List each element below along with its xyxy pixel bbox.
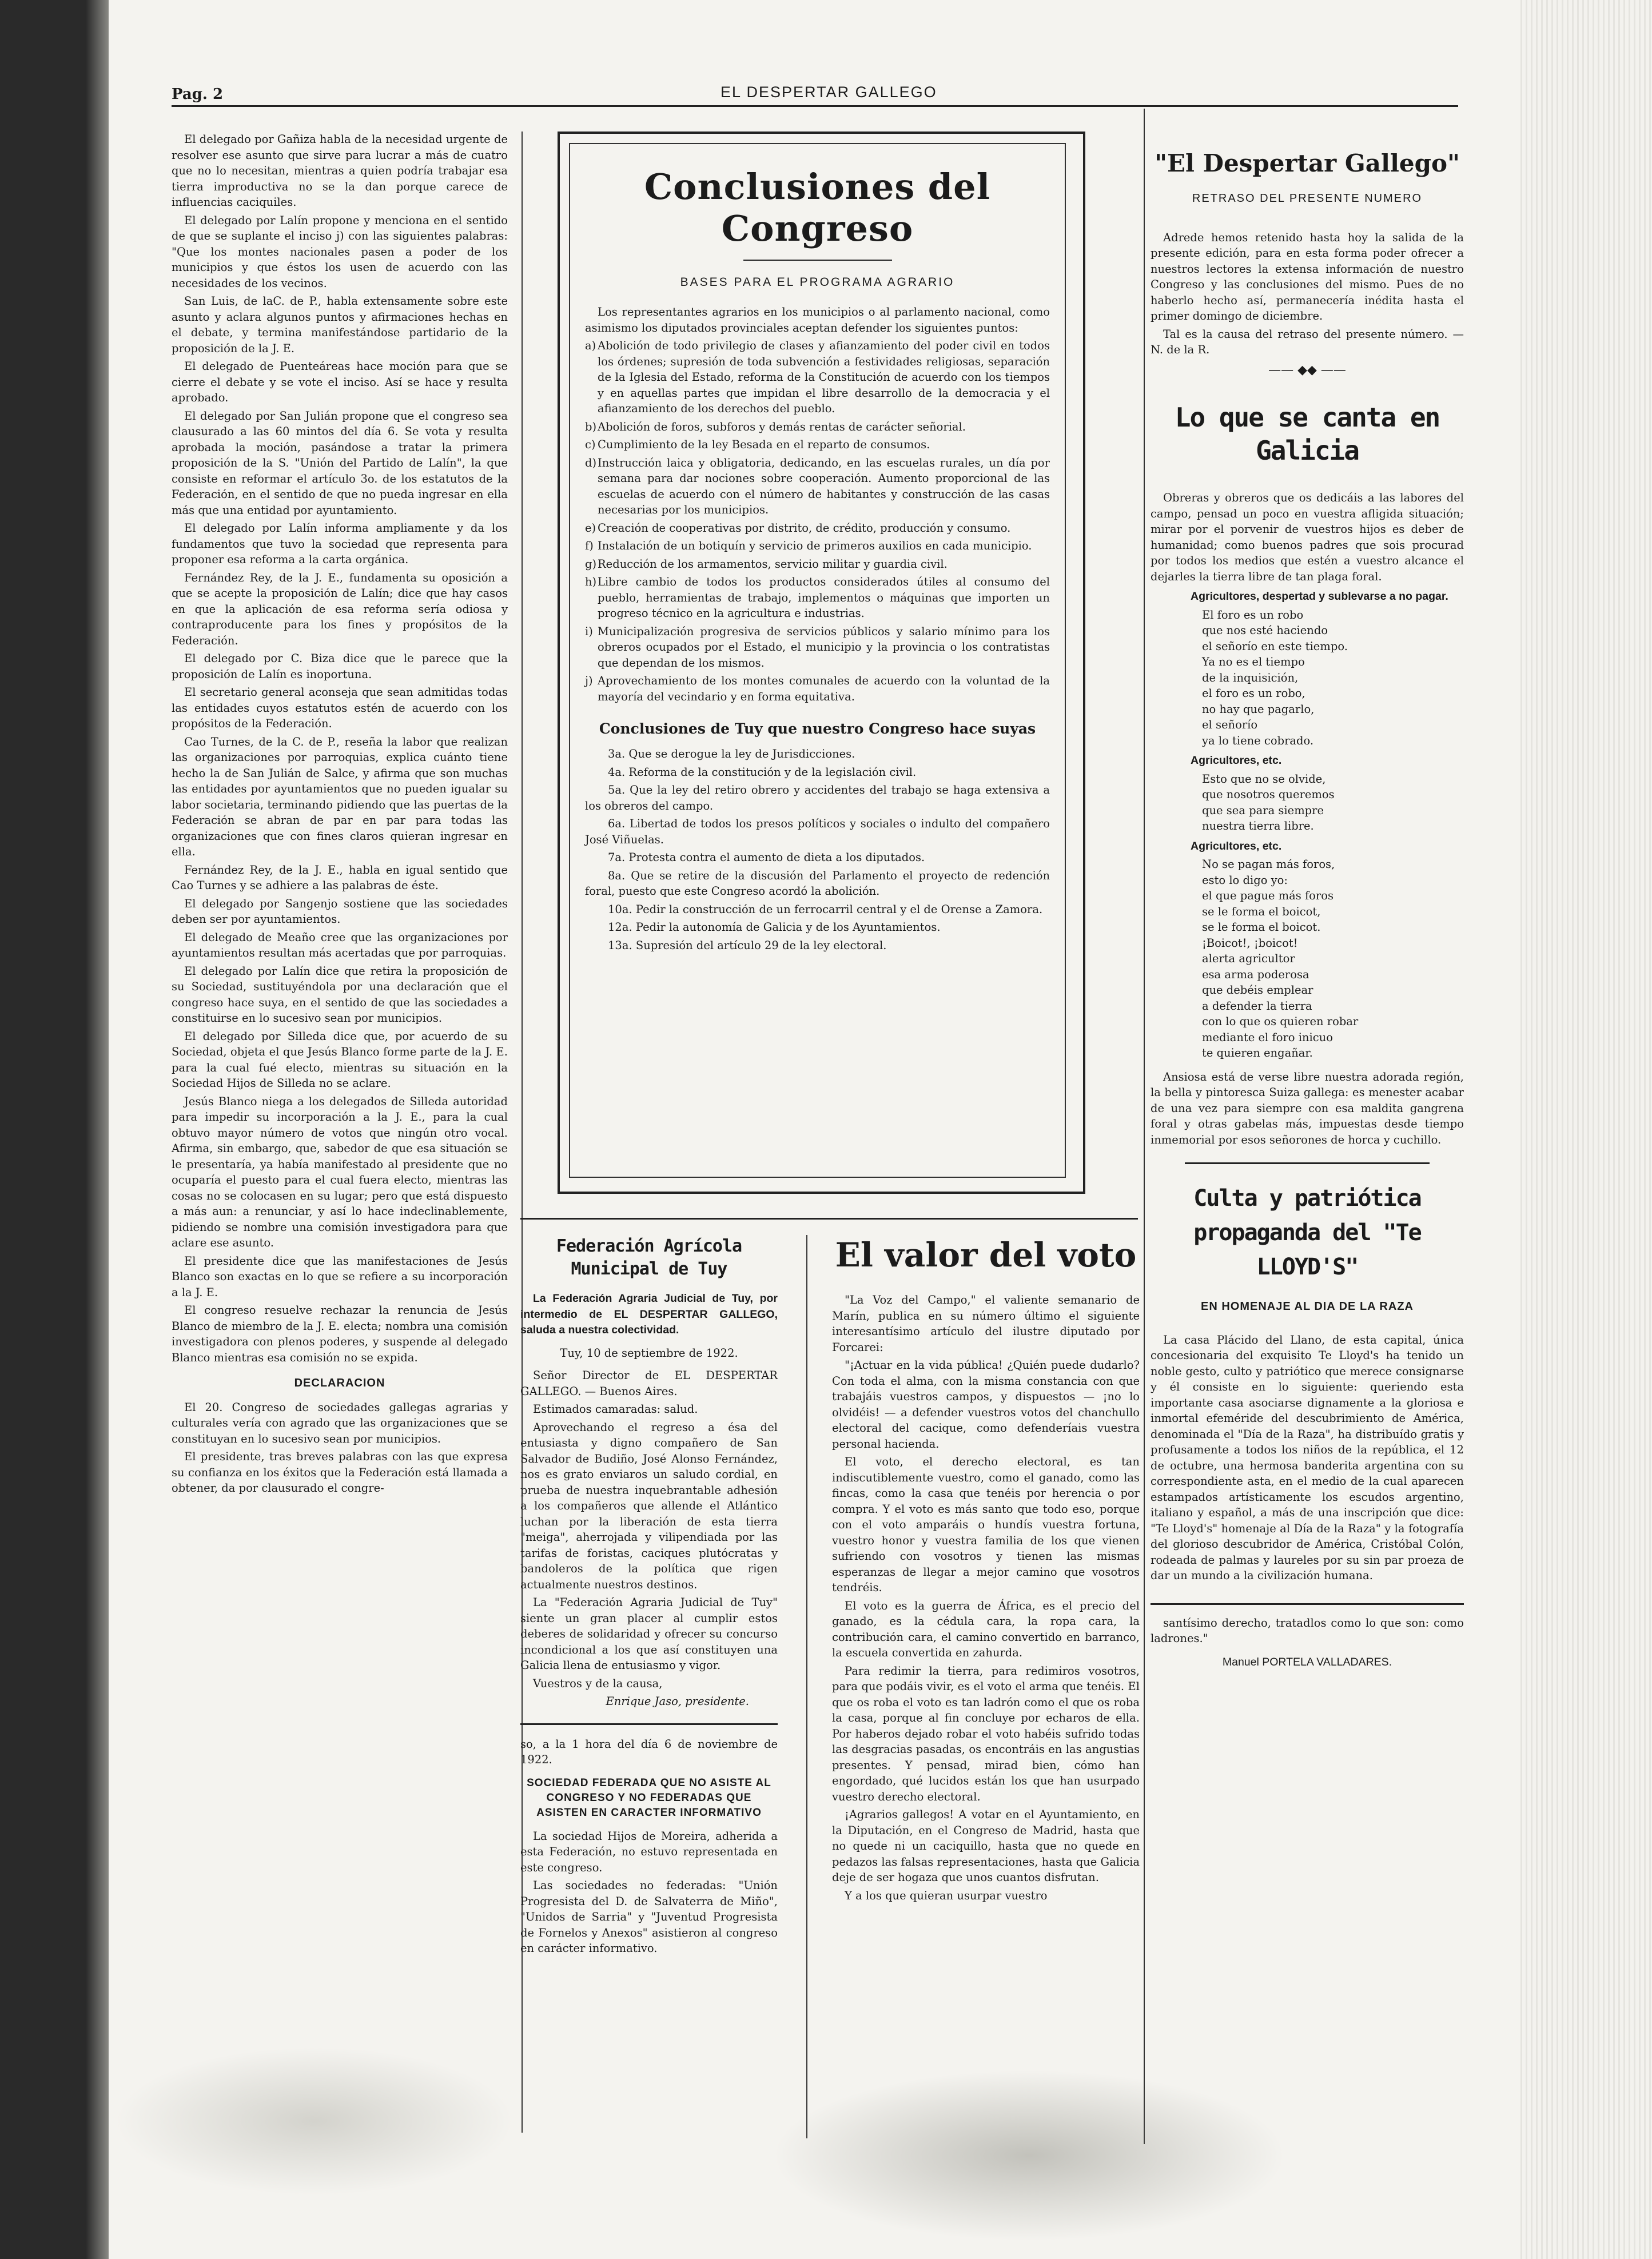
voto-paragraph: El voto es la guerra de África, es el precio del ganado, es la cédula cara, la ropa cara, la contribución cara, el camino convertido en barranco, la escuela convertida en zahurda. xyxy=(832,1599,1140,1659)
report-paragraph: El congreso resuelve rechazar la renuncia de Jesús Blanco de miembro de la J. E. electa; nombra una comisión investigadora con plenos poderes, y suspende al delegado Blanco mientras esa comisión no se expida. xyxy=(172,1304,508,1364)
declaration-paragraph: El presidente, tras breves palabras con las que expresa su confianza en los éxitos que la Federación está llamada a obtener, da por clausurado el congre- xyxy=(172,1450,508,1495)
canta-galicia-title: Lo que se canta en Galicia xyxy=(1175,402,1440,466)
voto-paragraph: Para redimir la tierra, para redimiros vosotros, para que podáis vivir, es el voto el arma que tenéis. El que os roba el voto es tan ladrón como el que os roba la casa, porque al fin concluye por echaros de ella. Por haberos dejado robar el voto habéis sufrido todas las desgracias pasadas, os encontráis en las angustias presentes. Y pensad, mirad bien, cómo han engordado, qué lucidos están los que han usurpado vuestro derecho electoral. xyxy=(832,1664,1140,1803)
tuy-conclusion-item: 4a. Reforma de la constitución y de la legislación civil. xyxy=(608,765,917,779)
declaration-heading: DECLARACION xyxy=(294,1377,385,1389)
poem-line: alerta agricultor xyxy=(1202,952,1295,965)
poem-line: el señorío en este tiempo. xyxy=(1202,639,1348,653)
conclusion-item xyxy=(585,520,1050,536)
conclusions-intro: Los representantes agrarios en los municipios o al parlamento nacional, como asimismo los diputados provinciales aceptan defender los siguientes puntos: xyxy=(585,305,1050,334)
retraso-subtitle: RETRASO DEL PRESENTE NUMERO xyxy=(1192,192,1423,205)
lloyds-title: Culta y patriótica propaganda del "Te LLOYD'S" xyxy=(1193,1185,1421,1280)
report-paragraph: Cao Turnes, de la C. de P., reseña la labor que realizan las organizaciones por parroquias, explica cuánto tiene hecho la de San Julián de Salce, y afirma que son muchas las entidades por ayuntamientos que no pueden igualar su labor societaria, terminando pidiendo que las puertas de la Federación se abran de par en par para todas las organizaciones que con fines claros quieran ingresar en ella. xyxy=(172,735,508,858)
conclusion-letter: i) xyxy=(585,624,593,638)
tuy-letter-paragraph: Vuestros y de la causa, xyxy=(533,1676,663,1690)
report-paragraph: El delegado por Lalín dice que retira la proposición de su Sociedad, sustituyéndola por una declaración que el congreso hace suya, en el sentido de que las sociedades a constituirse en lo sucesivo sean por municipios. xyxy=(172,964,508,1025)
conclusion-text: Instrucción laica y obligatoria, dedicando, en las escuelas rurales, un día por semana para dar nociones sobre cooperación. Aumento proporcional de las escuelas de acuerdo con el número de habitantes y construcción de las casas necesarias por los municipios. xyxy=(598,456,1050,516)
column-congress-report xyxy=(172,132,508,1499)
conclusions-title: Conclusiones del Congreso xyxy=(644,166,991,249)
newspaper-page xyxy=(172,80,1464,2196)
valor-voto-body xyxy=(832,1292,1140,1903)
voto-paragraph: El voto, el derecho electoral, es tan indiscutiblemente vuestro, como el ganado, como las fincas, como la casa que tenéis por herencia o por compra. Y el voto es más santo que todo eso, porque con el voto amparáis o hundís vuestra fortuna, vuestro honor y vuestra familia de los que vienen sufriendo con vosotros y tienen las mismas esperanzas de llegar a mejor camino que vosotros tendréis. xyxy=(832,1455,1140,1594)
column-rule xyxy=(1185,1162,1430,1164)
tuy-address: Señor Director de EL DESPERTAR GALLEGO. — Buenos Aires. xyxy=(520,1369,778,1398)
ornament-divider: —— ◆◆ —— xyxy=(1268,362,1346,377)
poem-line: se le forma el boicot. xyxy=(1202,921,1321,934)
report-paragraph: El secretario general aconseja que sean admitidas todas las entidades cuyos estatutos estén de acuerdo con los propósitos de la Federación. xyxy=(172,686,508,730)
poem-line: el que pague más foros xyxy=(1202,889,1333,902)
column-tuy-federation xyxy=(520,1235,778,1959)
conclusion-text: Municipalización progresiva de servicios públicos y salario mínimo para los obreros ocupados por el Estado, el municipio y la provincia o los contratistas que dependan de los mismos. xyxy=(598,624,1050,670)
canta-galicia-closing: Ansiosa está de verse libre nuestra adorada región, la bella y pintoresca Suiza gallega: es menester acabar de una vez para siempre con esa maldita gangrena foral y otras gabelas más, impuestas desde tiempo inmemorial por esos señorones de horca y cuchillo. xyxy=(1151,1070,1464,1146)
voto-paragraph: "¡Actuar en la vida pública! ¿Quién puede dudarlo? Con toda el alma, con la misma constancia con que trabajáis vuestros campos, y dispuestos — ¡no lo olvidéis! — a defender vuestros votos del chanchullo electoral del cacique, como defenderíais vuestra personal hacienda. xyxy=(832,1358,1140,1451)
conclusion-text: Abolición de foros, subforos y demás rentas de carácter señorial. xyxy=(598,420,966,433)
poem-line: que sea para siempre xyxy=(1202,803,1324,817)
poem-line: el foro es un robo, xyxy=(1202,687,1305,700)
column-rule xyxy=(520,1723,778,1725)
retraso-body-b: Tal es la causa del retraso del presente número. — N. de la R. xyxy=(1151,327,1464,356)
conclusion-text: Cumplimiento de la ley Besada en el reparto de consumos. xyxy=(598,438,930,451)
poem-line: Esto que no se olvide, xyxy=(1202,772,1326,786)
voto-paragraph: Y a los que quieran usurpar vuestro xyxy=(845,1889,1048,1902)
poem-line: con lo que os quieren robar xyxy=(1202,1015,1359,1028)
conclusion-text: Reducción de los armamentos, servicio militar y guardia civil. xyxy=(598,557,948,571)
newspaper-title: EL DESPERTAR GALLEGO xyxy=(720,83,937,101)
conclusion-text: Creación de cooperativas por distrito, de crédito, producción y consumo. xyxy=(598,521,1011,535)
tuy-conclusion-item: 7a. Protesta contra el aumento de dieta a los diputados. xyxy=(608,851,925,864)
congress-closing: so, a la 1 hora del día 6 de noviembre de 1922. xyxy=(520,1737,778,1766)
poem-line: esa arma poderosa xyxy=(1202,967,1309,981)
conclusion-item xyxy=(585,574,1050,621)
poem-line: El foro es un robo xyxy=(1202,608,1304,621)
conclusion-item xyxy=(585,624,1050,671)
report-paragraph: San Luis, de laC. de P., habla extensamente sobre este asunto y aclara algunos puntos y afirmaciones hechas en el debate, y termina manifestándose partidario de la proposición de la J. E. xyxy=(172,294,508,355)
tuy-letter-paragraph: La "Federación Agraria Judicial de Tuy" siente un gran placer al cumplir estos deberes de solidaridad y ofrecer su concurso incondicional a los que así constituyen una Galicia llena de entusiasmo y vigor. xyxy=(520,1596,778,1672)
tuy-conclusion-item: 13a. Supresión del artículo 29 de la ley electoral. xyxy=(608,938,887,952)
conclusion-item xyxy=(585,673,1050,704)
conclusions-box xyxy=(558,132,1085,1194)
declaration-paragraph: El 20. Congreso de sociedades gallegas agrarias y culturales vería con agrado que las organizaciones que se constituyan en lo sucesivo sean por municipios. xyxy=(172,1400,508,1445)
poem-line: te quieren engañar. xyxy=(1202,1046,1313,1059)
tuy-conclusion-item: 6a. Libertad de todos los presos políticos y sociales o indulto del compañero José Viñuelas. xyxy=(585,817,1050,846)
tuy-conclusion-item: 8a. Que se retire de la discusión del Parlamento el proyecto de redención foral, puesto que este Congreso acordó la abolición. xyxy=(585,868,1050,898)
voto-paragraph: ¡Agrarios gallegos! A votar en el Ayuntamiento, en la Diputación, en el Congreso de Madrid, hasta que no quede ni un caciquillo, hasta que no quede en pedazos las falsas representaciones, hasta que Galicia deje de ser hogaza que unos cuantos disfrutan. xyxy=(832,1808,1140,1884)
title-rule xyxy=(743,260,892,261)
federated-society-body xyxy=(520,1828,778,1957)
tuy-conclusion-item: 3a. Que se derogue la ley de Jurisdicciones. xyxy=(608,747,855,760)
conclusion-text: Libre cambio de todos los productos considerados útiles al consumo del pueblo, herramientas de trabajo, implementos o máquinas que importen un progreso técnico en la agricultura e industrias. xyxy=(598,575,1050,620)
poem-line: que debéis emplear xyxy=(1202,983,1313,997)
column-divider xyxy=(1144,109,1145,2144)
scan-stain xyxy=(114,2047,515,2196)
valor-voto-title: El valor del voto xyxy=(835,1236,1137,1274)
poem-line: ya lo tiene cobrado. xyxy=(1202,734,1314,747)
section-rule xyxy=(520,1218,1138,1220)
tuy-letter-body xyxy=(520,1420,778,1692)
report-paragraph: El delegado por C. Biza dice que le parece que la proposición de Lalín es inoportuna. xyxy=(172,652,508,681)
conclusion-letter: b) xyxy=(585,420,597,433)
conclusion-text: Abolición de todo privilegio de clases y afianzamiento del poder civil en todos los órdenes; supresión de toda subvención a festividades religiosas, separación de la Iglesia del Estado, reforma de la Constitución de acuerdo con los tiempos y en aquellas partes que impidan el libre desarrollo de la democracia y el afianzamiento de los derechos del pueblo. xyxy=(598,339,1050,415)
conclusion-letter: c) xyxy=(585,438,596,451)
conclusion-text: Instalación de un botiquín y servicio de primeros auxilios en cada municipio. xyxy=(598,539,1032,552)
conclusion-letter: h) xyxy=(585,575,597,588)
tuy-dateline: Tuy, 10 de septiembre de 1922. xyxy=(560,1346,738,1360)
tuy-federation-title: Federación Agrícola Municipal de Tuy xyxy=(556,1236,742,1279)
report-paragraph: El delegado de Meaño cree que las organizaciones por ayuntamientos resultan más acertadas que por parroquias. xyxy=(172,930,508,959)
tuy-conclusion-item: 5a. Que la ley del retiro obrero y accidentes del trabajo se haga extensiva a los obreros del campo. xyxy=(585,783,1050,812)
lloyds-body: La casa Plácido del Llano, de esta capital, única concesionaria del exquisito Te Lloyd's ha tenido un noble gesto, culto y patriótico que merece consignarse y él consiste en lo siguiente: queriendo esta importante casa asociarse dignamente a la gloriosa e inmortal efeméride del descubrimiento de América, denominada el "Día de la Raza", ha distribuído gratis y profusamente a todos los niños de la república, el 12 de octubre, una hermosa banderita argentina con su correspondiente asta, en el medio de la cual aparecen estampados artísticamente los escudos argentino, italiano y español, a más de una inscripción que dice: "Te Lloyd's" homenaje al Día de la Raza" y la fotografía del glorioso descubridor de América, Cristóbal Colón, rodeada de palmas y laureles por su sin par proeza de dar un mundo a la civilización humana. xyxy=(1151,1333,1464,1582)
conclusion-item xyxy=(585,556,1050,572)
page-number: Pag. 2 xyxy=(172,86,224,103)
tuy-conclusion-item: 12a. Pedir la autonomía de Galicia y de los Ayuntamientos. xyxy=(608,921,941,934)
column-valor-del-voto xyxy=(832,1235,1140,1906)
poem-line: que nos esté haciendo xyxy=(1202,624,1328,637)
conclusion-letter: g) xyxy=(585,557,597,571)
poem-refrain: Agricultores, etc. xyxy=(1191,754,1282,767)
conclusion-text: Aprovechamiento de los montes comunales de acuerdo con la voluntad de la mayoría del vecindario y en forma equitativa. xyxy=(598,674,1050,703)
conclusion-letter: j) xyxy=(585,674,593,687)
tuy-conclusions-list xyxy=(585,746,1050,953)
portela-signature: Manuel PORTELA VALLADARES. xyxy=(1222,1655,1392,1668)
poem-refrain: Agricultores, etc. xyxy=(1191,839,1282,852)
poem-refrain: Agricultores, despertad y sublevarse a no pagar. xyxy=(1191,590,1448,603)
poem-line: que nosotros queremos xyxy=(1202,788,1335,801)
poem-line: mediante el foro inicuo xyxy=(1202,1030,1333,1044)
conclusion-letter: d) xyxy=(585,456,597,469)
poem-line: de la inquisición, xyxy=(1202,671,1299,684)
voto-paragraph: "La Voz del Campo," el valiente semanario de Marín, publica en su número último el siguiente interesantísimo artículo del ilustre diputado por Forcarei: xyxy=(832,1293,1140,1354)
poem-line: el señorío xyxy=(1202,718,1258,731)
poem-line: No se pagan más foros, xyxy=(1202,858,1335,871)
federated-paragraph: La sociedad Hijos de Moreira, adherida a esta Federación, no estuvo representada en este congreso. xyxy=(520,1829,778,1874)
poem-line: nuestra tierra libre. xyxy=(1202,819,1314,832)
report-paragraph: El delegado por San Julián propone que el congreso sea clausurado a las 60 mintos del día 6. Se vota y resulta aprobada la moción, pasándose a tratar la primera proposición de la S. "Unión del Partido de Lalín", la que consiste en reformar el artículo 3o. de los estatutos de la Federación, en el sentido de que no pueda ingresar en ella más que una entidad por ayuntamiento. xyxy=(172,409,508,517)
voto-continuation: santísimo derecho, tratadlos como lo que son: como ladrones." xyxy=(1151,1616,1464,1645)
tuy-signature: Enrique Jaso, presidente. xyxy=(606,1695,749,1708)
column-rule xyxy=(1151,1603,1464,1605)
report-paragraph: Fernández Rey, de la J. E., fundamenta su oposición a que se acepte la proposición de Lalín; dice que hay casos en que la aplicación de esa reforma sería odiosa y contraproducente para los fines y propósitos de la Federación. xyxy=(172,571,508,647)
poem-line: ¡Boicot!, ¡boicot! xyxy=(1202,936,1298,950)
scan-dark-margin xyxy=(0,0,109,2259)
conclusions-subtitle: BASES PARA EL PROGRAMA AGRARIO xyxy=(680,276,955,289)
conclusion-item xyxy=(585,419,1050,435)
report-paragraph: Jesús Blanco niega a los delegados de Silleda autoridad para impedir su incorporación a la J. E., para la cual obtuvo mayor número de votos que ningún otro vocal. Afirma, sin embargo, que, sabedor de que esa situación se le presentaría, ya había manifestado al presidente que no ocuparía el puesto para el cual fuera electo, mientras las cosas no se colocasen en su lugar; pero que está dispuesto a más aun: a renunciar, y así lo hace indeclinablemente, pidiendo se nombre una comisión investigadora para que aclare ese asunto. xyxy=(172,1094,508,1249)
poem xyxy=(1151,589,1464,1061)
report-paragraph: Fernández Rey, de la J. E., habla en igual sentido que Cao Turnes y se adhiere a las palabras de éste. xyxy=(172,863,508,892)
conclusion-letter: e) xyxy=(585,521,596,535)
tuy-lead: La Federación Agraria Judicial de Tuy, por intermedio de EL DESPERTAR GALLEGO, saluda a nuestra colectividad. xyxy=(520,1292,778,1336)
report-paragraph: El delegado por Lalín informa ampliamente y da los fundamentos que tuvo la sociedad que representa para proponer esa reforma a la carta orgánica. xyxy=(172,521,508,566)
scan-noise-margin xyxy=(1520,0,1652,2259)
tuy-greeting: Estimados camaradas: salud. xyxy=(533,1403,698,1416)
poem-line: se le forma el boicot, xyxy=(1202,905,1321,918)
lloyds-subtitle: EN HOMENAJE AL DIA DE LA RAZA xyxy=(1201,1300,1414,1313)
federated-society-heading: SOCIEDAD FEDERADA QUE NO ASISTE AL CONGRESO Y NO FEDERADAS QUE ASISTEN EN CARACTER INFORMATIVO xyxy=(527,1776,771,1819)
conclusions-list xyxy=(585,338,1050,704)
report-paragraph: El delegado por Lalín propone y menciona en el sentido de que se suplante el inciso j) con las siguientes palabras: "Que los montes nacionales pasen a poder de los municipios y que éstos los usen de acuerdo con las necesidades de los vecinos. xyxy=(172,213,508,290)
page-header xyxy=(172,80,1458,107)
conclusions-inner xyxy=(569,143,1066,1178)
conclusion-item xyxy=(585,437,1050,453)
conclusion-letter: a) xyxy=(585,339,596,352)
conclusion-letter: f) xyxy=(585,539,594,552)
report-paragraph: El delegado por Sangenjo sostiene que las sociedades deben ser por ayuntamientos. xyxy=(172,897,508,926)
federated-paragraph: Las sociedades no federadas: "Unión Progresista del D. de Salvaterra de Miño", "Unidos de Sarria" y "Juventud Progresista de Fornelos y Anexos" asistieron al congreso en carácter informativo. xyxy=(520,1879,778,1955)
scan-stain xyxy=(772,2070,1287,2241)
tuy-letter-paragraph: Aprovechando el regreso a ésa del entusiasta y digno compañero de San Salvador de Budiño, José Alonso Fernández, nos es grato enviaros un saludo cordial, en prueba de nuestra inquebrantable adhesión a los compañeros que allende el Atlántico luchan por la liberación de esta tierra "meiga", aherrojada y vilipendiada por las tarifas de foristas, caciques plutócratas y bandoleros de la política que rigen actualmente nuestros destinos. xyxy=(520,1420,778,1591)
tuy-conclusions-title: Conclusiones de Tuy que nuestro Congreso hace suyas xyxy=(599,720,1036,737)
poem-line: esto lo digo yo: xyxy=(1202,873,1288,887)
despertar-title: "El Despertar Gallego" xyxy=(1155,149,1460,177)
retraso-body: Adrede hemos retenido hasta hoy la salida de la presente edición, para en esta forma poder ofrecer a nuestros lectores la extensa información de nuestro Congreso y las conclusiones del mismo. Pues de no haberlo hecho así, permanecería inédita hasta el primer domingo de diciembre. xyxy=(1151,230,1464,322)
report-paragraph: El presidente dice que las manifestaciones de Jesús Blanco son exactas en lo que se refiere a su incorporación a la J. E. xyxy=(172,1254,508,1299)
conclusion-item xyxy=(585,455,1050,518)
conclusion-item xyxy=(585,538,1050,554)
conclusion-item xyxy=(585,338,1050,417)
column-divider xyxy=(806,1235,807,2138)
poem-line: Ya no es el tiempo xyxy=(1202,655,1305,668)
report-paragraph: El delegado de Puenteáreas hace moción para que se cierre el debate y se vote el inciso. Así se hace y resulta aprobado. xyxy=(172,360,508,404)
canta-galicia-intro: Obreras y obreros que os dedicáis a las labores del campo, pensad un poco en vuestra afligida situación; mirar por el porvenir de vuestros hijos es deber de humanidad; como buenos padres que sois procurad por todos los medios que estén a vuestro alcance el dejarles la tierra libre de tan plaga foral. xyxy=(1151,491,1464,583)
report-paragraph: El delegado por Gañiza habla de la necesidad urgente de resolver ese asunto que sirve para lucrar a más de cuatro que no lo necesitan, mientras a quien podría trabajar esa tierra improductiva no se la dan porque carece de influencias caciquiles. xyxy=(172,133,508,209)
column-right xyxy=(1151,132,1464,1672)
poem-line: a defender la tierra xyxy=(1202,999,1312,1013)
report-paragraph: El delegado por Silleda dice que, por acuerdo de su Sociedad, objeta el que Jesús Blanco forme parte de la J. E. para la cual fué electo, mientras su situación en la Sociedad Hijos de Silleda no se aclare. xyxy=(172,1029,508,1090)
poem-line: no hay que pagarlo, xyxy=(1202,702,1315,716)
tuy-conclusion-item: 10a. Pedir la construcción de un ferrocarril central y el de Orense a Zamora. xyxy=(608,902,1043,916)
